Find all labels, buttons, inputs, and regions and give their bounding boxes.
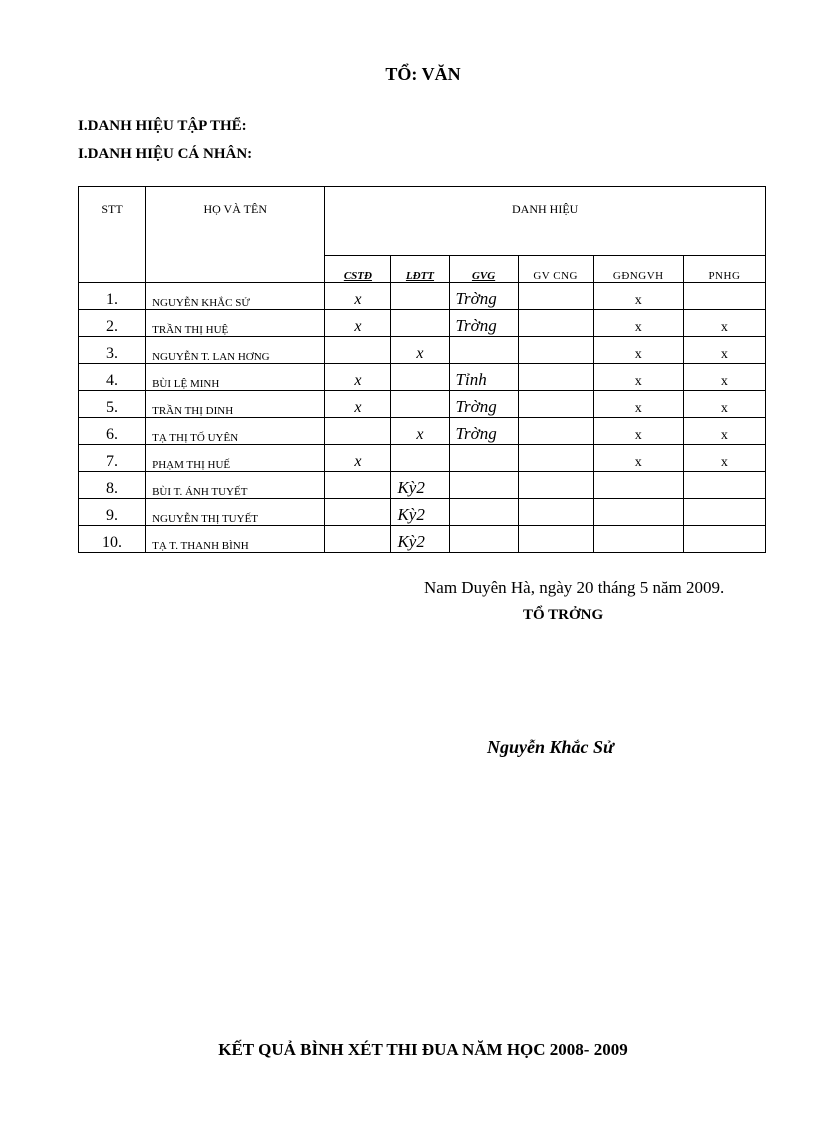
table-row bbox=[79, 445, 766, 472]
cell-gvg bbox=[449, 445, 518, 472]
row-stt: 1. bbox=[79, 283, 146, 310]
cell-pnhg: x bbox=[683, 391, 765, 418]
row-stt: 4. bbox=[79, 364, 146, 391]
cell-gdngvh bbox=[593, 499, 683, 526]
row-name: PHẠM THỊ HUẾ bbox=[146, 445, 325, 472]
cell-pnhg bbox=[683, 472, 765, 499]
cell-gvcng bbox=[518, 472, 593, 499]
row-name: TẠ THỊ TỐ UYÊN bbox=[146, 418, 325, 445]
cell-cstd: x bbox=[325, 364, 391, 391]
row-name: BÙI T. ÁNH TUYẾT bbox=[146, 472, 325, 499]
cell-gvcng bbox=[518, 364, 593, 391]
table-row bbox=[79, 337, 766, 364]
result-title: KẾT QUẢ BÌNH XÉT THI ĐUA NĂM HỌC 2008- 2009 bbox=[218, 1040, 628, 1059]
cell-gvcng bbox=[518, 499, 593, 526]
cell-cstd bbox=[325, 472, 391, 499]
cell-gvg bbox=[449, 472, 518, 499]
cell-gvcng bbox=[518, 445, 593, 472]
cell-gdngvh: x bbox=[593, 337, 683, 364]
page-title: TỔ: VĂN bbox=[385, 64, 461, 84]
cell-cstd: x bbox=[325, 310, 391, 337]
cell-ldtt: Kỳ2 bbox=[391, 499, 449, 526]
signature-name: Nguyễn Khắc Sử bbox=[487, 737, 614, 757]
cell-gdngvh bbox=[593, 526, 683, 553]
cell-cstd bbox=[325, 418, 391, 445]
cell-ldtt bbox=[391, 283, 449, 310]
row-name: NGUYỄN T. LAN HƠNG bbox=[146, 337, 325, 364]
cell-gvg: Trờng bbox=[449, 283, 518, 310]
cell-gvcng bbox=[518, 391, 593, 418]
table-row bbox=[79, 310, 766, 337]
cell-gdngvh bbox=[593, 472, 683, 499]
cstd-header: CSTĐ bbox=[325, 256, 391, 283]
row-stt: 10. bbox=[79, 526, 146, 553]
cell-gvg bbox=[449, 526, 518, 553]
cell-gdngvh: x bbox=[593, 418, 683, 445]
table-row bbox=[79, 364, 766, 391]
cell-gvcng bbox=[518, 310, 593, 337]
cell-pnhg: x bbox=[683, 337, 765, 364]
titles-group-header: DANH HIỆU bbox=[325, 187, 766, 256]
row-name: NGUYỄN KHẮC SỬ bbox=[146, 283, 325, 310]
cell-gvcng bbox=[518, 418, 593, 445]
cell-gvg: Trờng bbox=[449, 418, 518, 445]
cell-gdngvh: x bbox=[593, 283, 683, 310]
row-stt: 2. bbox=[79, 310, 146, 337]
cell-pnhg: x bbox=[683, 310, 765, 337]
cell-cstd bbox=[325, 499, 391, 526]
cell-pnhg: x bbox=[683, 418, 765, 445]
row-name: BÙI LỆ MINH bbox=[146, 364, 325, 391]
row-stt: 7. bbox=[79, 445, 146, 472]
signer-role: TỔ TRỞNG bbox=[523, 607, 604, 623]
collective-title-heading: I.DANH HIỆU TẬP THỂ: bbox=[78, 118, 247, 134]
table-row bbox=[79, 283, 766, 310]
cell-gdngvh: x bbox=[593, 445, 683, 472]
cell-ldtt: x bbox=[391, 418, 449, 445]
table-row bbox=[79, 472, 766, 499]
cell-ldtt: x bbox=[391, 337, 449, 364]
cell-ldtt bbox=[391, 310, 449, 337]
cell-cstd bbox=[325, 526, 391, 553]
stt-header: STT bbox=[79, 187, 146, 283]
gvg-header: GVG bbox=[449, 256, 518, 283]
row-stt: 6. bbox=[79, 418, 146, 445]
cell-pnhg bbox=[683, 283, 765, 310]
place-date: Nam Duyên Hà, ngày 20 tháng 5 năm 2009. bbox=[424, 578, 725, 597]
cell-gdngvh: x bbox=[593, 310, 683, 337]
cell-pnhg: x bbox=[683, 364, 765, 391]
cell-cstd bbox=[325, 337, 391, 364]
cell-gvg bbox=[449, 499, 518, 526]
row-stt: 3. bbox=[79, 337, 146, 364]
gvcng-header: GV CNG bbox=[518, 256, 593, 283]
cell-ldtt: Kỳ2 bbox=[391, 526, 449, 553]
table-row bbox=[79, 499, 766, 526]
table-row bbox=[79, 526, 766, 553]
row-name: TRẦN THỊ DINH bbox=[146, 391, 325, 418]
cell-gvcng bbox=[518, 283, 593, 310]
gdngvh-header: GĐNGVH bbox=[593, 256, 683, 283]
cell-cstd: x bbox=[325, 391, 391, 418]
individual-title-heading: I.DANH HIỆU CÁ NHÂN: bbox=[78, 146, 253, 162]
cell-ldtt bbox=[391, 364, 449, 391]
cell-gvg: Tỉnh bbox=[449, 364, 518, 391]
awards-table bbox=[78, 186, 766, 553]
cell-pnhg bbox=[683, 526, 765, 553]
row-name: NGUYỄN THỊ TUYẾT bbox=[146, 499, 325, 526]
cell-gvg: Trờng bbox=[449, 391, 518, 418]
row-name: TRẦN THỊ HUỆ bbox=[146, 310, 325, 337]
name-header: HỌ VÀ TÊN bbox=[146, 187, 325, 283]
cell-gvg: Trờng bbox=[449, 310, 518, 337]
cell-ldtt bbox=[391, 445, 449, 472]
cell-gdngvh: x bbox=[593, 364, 683, 391]
cell-gvcng bbox=[518, 526, 593, 553]
ldtt-header: LĐTT bbox=[391, 256, 449, 283]
table-row bbox=[79, 391, 766, 418]
pnhg-header: PNHG bbox=[683, 256, 765, 283]
row-stt: 8. bbox=[79, 472, 146, 499]
row-name: TẠ T. THANH BÌNH bbox=[146, 526, 325, 553]
cell-pnhg bbox=[683, 499, 765, 526]
cell-gvg bbox=[449, 337, 518, 364]
cell-pnhg: x bbox=[683, 445, 765, 472]
table-row bbox=[79, 418, 766, 445]
cell-ldtt bbox=[391, 391, 449, 418]
cell-cstd: x bbox=[325, 283, 391, 310]
cell-ldtt: Kỳ2 bbox=[391, 472, 449, 499]
cell-gvcng bbox=[518, 337, 593, 364]
row-stt: 9. bbox=[79, 499, 146, 526]
cell-cstd: x bbox=[325, 445, 391, 472]
row-stt: 5. bbox=[79, 391, 146, 418]
cell-gdngvh: x bbox=[593, 391, 683, 418]
